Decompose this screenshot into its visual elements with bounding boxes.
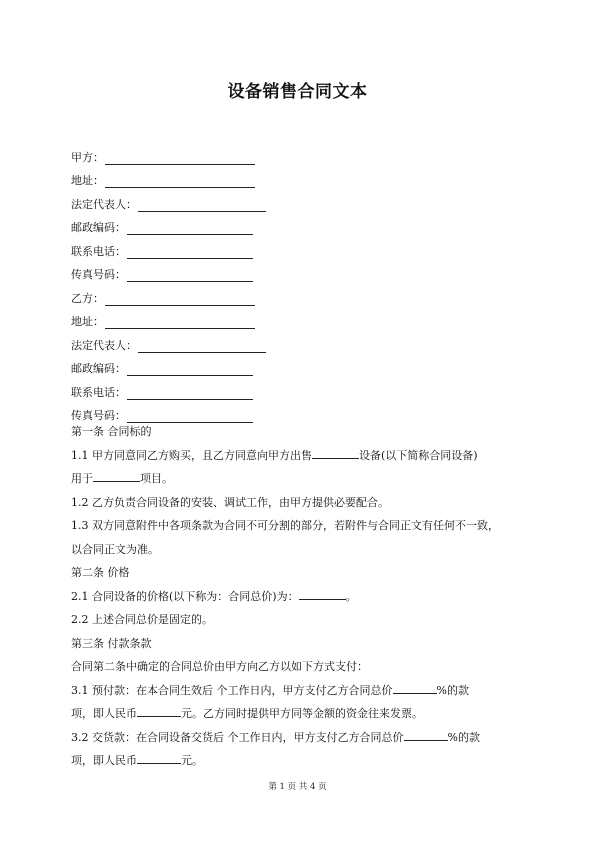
- clause-line: [71, 585, 537, 609]
- party-field-row: [71, 259, 266, 283]
- field-label: 联系电话：: [71, 244, 126, 258]
- party-field-row: [71, 235, 266, 259]
- clause-text: 项目。: [140, 472, 173, 485]
- field-label: 甲方：: [71, 150, 104, 164]
- clause-line: [71, 679, 537, 703]
- clause-line: 1.2 乙方负责合同设备的安装、调试工作，由甲方提供必要配合。: [71, 495, 389, 509]
- clause-text: 项，即人民币: [71, 754, 137, 767]
- article-heading: 第一条 合同标的: [71, 425, 152, 438]
- clause-text: 项，即人民币: [71, 707, 137, 720]
- party-field-row: [71, 141, 266, 165]
- blank-line: [127, 247, 253, 259]
- blank-line: [105, 294, 255, 306]
- blank-line: [105, 153, 255, 165]
- clause-text: 1.1 甲方同意同乙方购买，且乙方同意向甲方出售: [71, 448, 312, 462]
- field-label: 地址：: [71, 174, 104, 187]
- clause-text: %的款: [447, 730, 480, 744]
- clause-text: 用于: [71, 472, 93, 485]
- blank-line: [127, 364, 253, 376]
- field-label: 邮政编码：: [71, 362, 126, 375]
- field-label: 传真号码：: [71, 409, 126, 422]
- party-field-row: [71, 282, 266, 306]
- clause-text: 元。乙方同时提供甲方同等金额的资金往来发票。: [181, 707, 423, 720]
- clause-line: 2.2 上述合同总价是固定的。: [71, 613, 213, 626]
- party-field-row: [71, 306, 266, 330]
- blank-line: [393, 683, 437, 694]
- clause-line: [71, 444, 537, 468]
- clause-text: 设备(以下简称合同设备): [359, 448, 478, 462]
- blank-line: [312, 448, 359, 459]
- article-heading: 第三条 付款条款: [71, 636, 152, 650]
- blank-line: [299, 589, 346, 600]
- party-field-row: [71, 329, 266, 353]
- blank-line: [404, 730, 448, 741]
- clause-text: 。: [345, 589, 357, 603]
- party-field-row: [71, 188, 266, 212]
- blank-line: [137, 753, 181, 764]
- clause-line: 1.3 双方同意附件中各项条款为合同不可分割的部分，若附件与合同正文有任何不一致，: [71, 519, 499, 532]
- party-field-row: [71, 212, 266, 236]
- blank-line: [127, 270, 253, 282]
- blank-line: [137, 706, 181, 717]
- clause-text: 2.1 合同设备的价格(以下称为：合同总价)为：: [71, 589, 299, 603]
- blank-line: [138, 341, 266, 353]
- clause-line: [71, 726, 537, 750]
- article-heading: 第二条 价格: [71, 566, 130, 579]
- field-label: 法定代表人：: [71, 197, 137, 211]
- clause-line: 以合同正文为准。: [71, 542, 159, 556]
- clause-text: 3.2 交货款：在合同设备交货后 个工作日内，甲方支付乙方合同总价: [71, 730, 404, 744]
- field-label: 邮政编码：: [71, 221, 126, 234]
- party-field-row: [71, 353, 266, 377]
- clause-line: [71, 467, 537, 491]
- party-info-section: [71, 141, 266, 423]
- page-number: 第 1 页 共 4 页: [268, 782, 327, 792]
- clause-text: 元。: [181, 754, 203, 767]
- field-label: 地址：: [71, 315, 104, 328]
- field-label: 乙方：: [71, 291, 104, 305]
- blank-line: [105, 176, 255, 188]
- clause-line: [71, 702, 537, 726]
- clause-line: [71, 749, 537, 773]
- blank-line: [127, 223, 253, 235]
- party-field-row: [71, 376, 266, 400]
- clause-text: 3.1 预付款：在本合同生效后 个工作日内，甲方支付乙方合同总价: [71, 683, 393, 697]
- blank-line: [138, 200, 266, 212]
- field-label: 联系电话：: [71, 385, 126, 399]
- document-title: 设备销售合同文本: [227, 82, 368, 102]
- blank-line: [127, 388, 253, 400]
- party-field-row: [71, 165, 266, 189]
- blank-line: [93, 471, 140, 482]
- field-label: 传真号码：: [71, 268, 126, 281]
- clause-text: %的款: [436, 683, 469, 697]
- field-label: 法定代表人：: [71, 338, 137, 352]
- clause-line: 合同第二条中确定的合同总价由甲方向乙方以如下方式支付：: [71, 660, 368, 673]
- contract-body: [71, 420, 537, 773]
- blank-line: [105, 317, 255, 329]
